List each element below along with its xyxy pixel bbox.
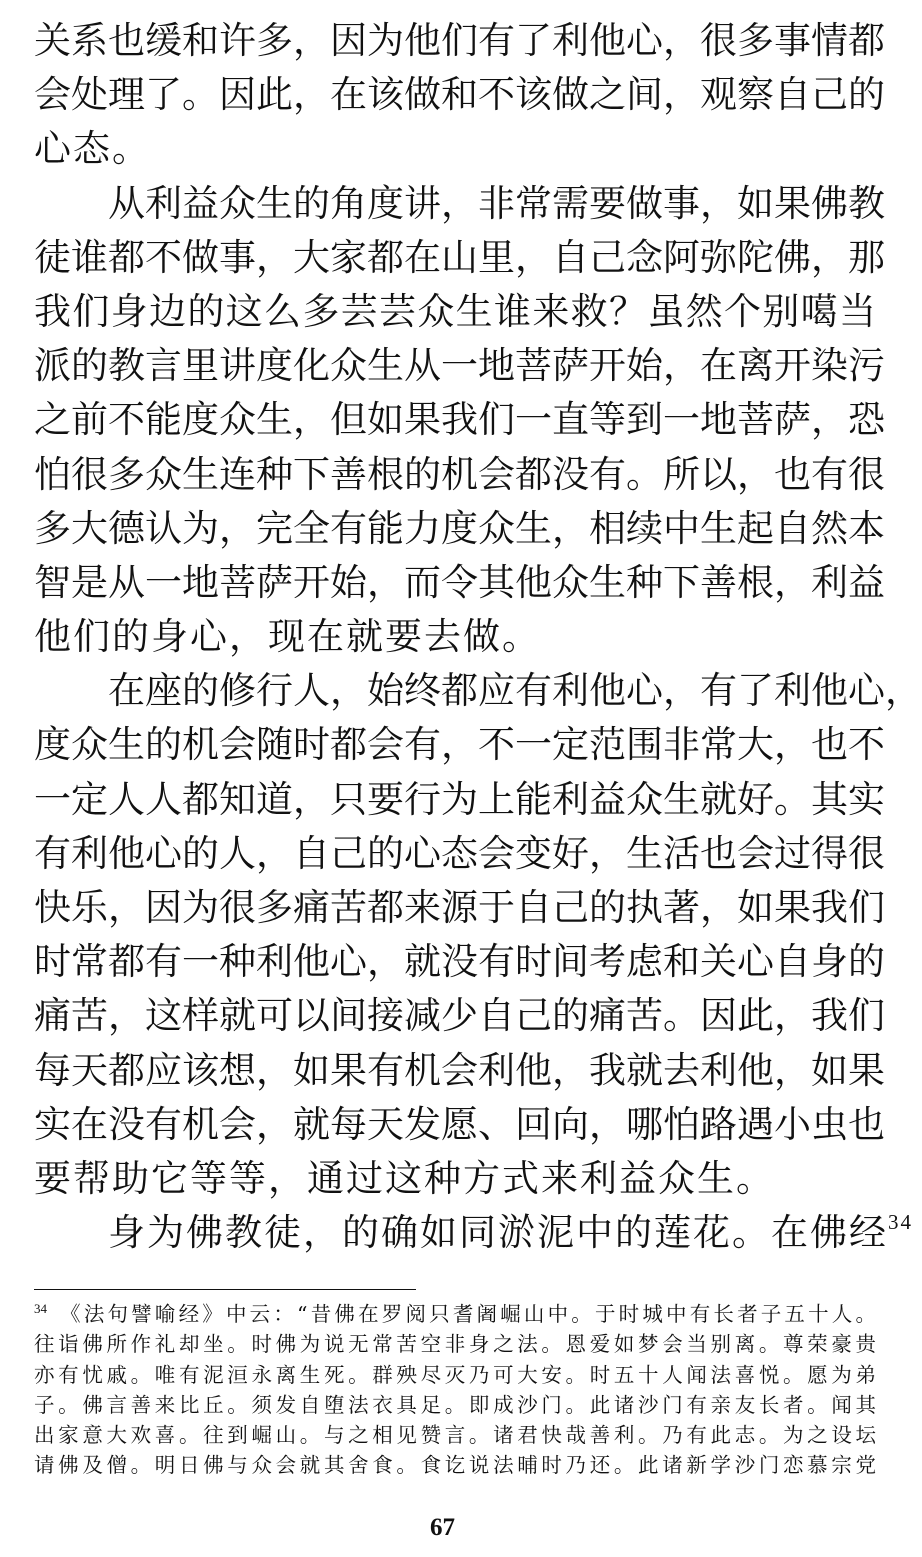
text-line: 痛苦，这样就可以间接减少自己的痛苦。因此，我们 bbox=[34, 994, 885, 1038]
text-line: 多大德认为，完全有能力度众生，相续中生起自然本 bbox=[34, 506, 885, 550]
footnote-divider bbox=[34, 1289, 416, 1290]
text-line-content: 身为佛教徒，的确如同淤泥中的莲花。在佛经 bbox=[108, 1211, 888, 1255]
text-line: 关系也缓和许多，因为他们有了利他心，很多事情都 bbox=[34, 19, 885, 62]
text-line: 派的教言里讲度化众生从一地菩萨开始，在离开染污 bbox=[34, 344, 885, 388]
footnote-line: 往诣佛所作礼却坐。时佛为说无常苦空非身之法。恩爱如梦会当别离。尊荣豪贵 bbox=[34, 1332, 876, 1357]
footnote-reference[interactable]: 34 bbox=[888, 1210, 913, 1235]
footnote-line: 亦有忧戚。唯有泥洹永离生死。群殃尽灭乃可大安。时五十人闻法喜悦。愿为弟 bbox=[34, 1362, 876, 1387]
text-line: 度众生的机会随时都会有，不一定范围非常大，也不 bbox=[34, 723, 885, 767]
text-line: 怕很多众生连种下善根的机会都没有。所以，也有很 bbox=[34, 452, 885, 496]
main-text bbox=[34, 14, 922, 1260]
text-line: 每天都应该想，如果有机会利他，我就去利他，如果 bbox=[34, 1048, 885, 1092]
text-line: 要帮助它等等，通过这种方式来利益众生。 bbox=[34, 1156, 775, 1200]
text-line: 从利益众生的角度讲，非常需要做事，如果佛教 bbox=[108, 181, 885, 225]
text-line-with-footnote-ref bbox=[34, 1206, 913, 1260]
text-line: 在座的修行人，始终都应有利他心，有了利他心， bbox=[108, 669, 922, 713]
footnote bbox=[34, 1299, 876, 1481]
footnote-line-text: 《法句譬喻经》中云：“昔佛在罗阅只耆阇崛山中。于时城中有长者子五十人。 bbox=[57, 1302, 876, 1326]
text-line: 实在没有机会，就每天发愿、回向，哪怕路遇小虫也 bbox=[34, 1102, 885, 1146]
text-line: 时常都有一种利他心，就没有时间考虑和关心自身的 bbox=[34, 940, 885, 984]
text-line: 我们身边的这么多芸芸众生谁来救？虽然个别噶当 bbox=[34, 289, 876, 333]
text-line: 之前不能度众生，但如果我们一直等到一地菩萨，恐 bbox=[34, 398, 885, 442]
text-line: 会处理了。因此，在该做和不该做之间，观察自己的 bbox=[34, 73, 885, 117]
footnote-line: 请佛及僧。明日佛与众会就其舍食。食讫说法晡时乃还。此诸新学沙门恋慕宗党 bbox=[34, 1453, 876, 1478]
footnote-marker: 34 bbox=[34, 1301, 47, 1316]
page-number: 67 bbox=[430, 1514, 455, 1541]
text-line: 快乐，因为很多痛苦都来源于自己的执著，如果我们 bbox=[34, 886, 885, 929]
text-line: 他们的身心，现在就要去做。 bbox=[34, 615, 541, 659]
footnote-line: 出家意大欢喜。往到崛山。与之相见赞言。诸君快哉善利。乃有此志。为之设坛 bbox=[34, 1423, 876, 1448]
text-line: 智是从一地菩萨开始，而令其他众生种下善根，利益 bbox=[34, 560, 885, 604]
text-line: 有利他心的人，自己的心态会变好，生活也会过得很 bbox=[34, 831, 885, 875]
text-line: 徒谁都不做事，大家都在山里，自己念阿弥陀佛，那 bbox=[34, 235, 885, 279]
text-line: 心态。 bbox=[34, 127, 151, 171]
text-line: 一定人人都知道，只要行为上能利益众生就好。其实 bbox=[34, 777, 885, 821]
footnote-line bbox=[34, 1299, 876, 1329]
footnote-line: 子。佛言善来比丘。须发自堕法衣具足。即成沙门。此诸沙门有亲友长者。闻其 bbox=[34, 1392, 876, 1417]
